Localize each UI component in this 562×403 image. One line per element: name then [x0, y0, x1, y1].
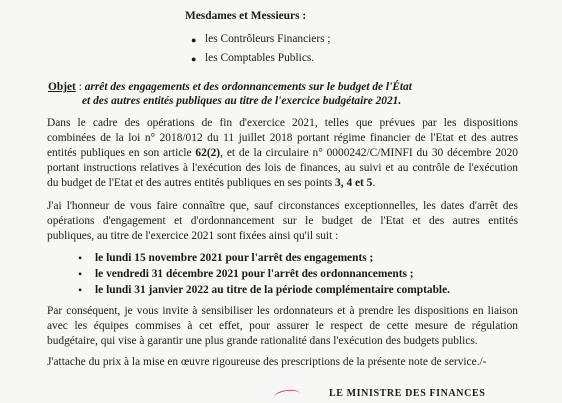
bullet-icon: ●	[191, 54, 197, 64]
salutation: Mesdames et Messieurs :	[185, 10, 307, 22]
paragraph-line: portant instructions relatives à l'exécution des lois de finances, au suivi et au contrôle de l'exécution	[47, 162, 518, 174]
deadline-text: le vendredi 31 décembre 2021 pour l'arrêt des ordonnancements ;	[95, 268, 414, 280]
paragraph-line: Par conséquent, je vous invite à sensibiliser les ordonnateurs et à prendre les dispositions en liaison	[47, 305, 518, 317]
points-reference: 3, 4 et 5	[335, 177, 373, 189]
paragraph-line: combinées de la loi n° 2018/012 du 11 juillet 2018 portant régime financier de l'Etat et des autres	[47, 132, 518, 144]
paragraph-line: J'ai l'honneur de vous faire connaître que, sauf circonstances exceptionnelles, les dates d'arrêt des	[47, 200, 518, 212]
bullet-icon: •	[78, 283, 83, 297]
deadline-text: le lundi 15 novembre 2021 pour l'arrêt des engagements ;	[95, 252, 374, 264]
article-reference: 62(2)	[195, 147, 221, 159]
objet-line-2: et des autres entités publiques au titre de l'exercice budgétaire 2021.	[82, 95, 402, 107]
recipient-text: les Comptables Publics.	[205, 52, 315, 64]
bullet-icon: ●	[191, 35, 197, 45]
paragraph-line: Dans le cadre des opérations de fin d'exercice 2021, telles que prévues par les dispositions	[47, 117, 518, 129]
objet-colon: :	[75, 81, 85, 93]
objet-label: Objet	[48, 81, 76, 93]
bullet-icon: •	[78, 251, 83, 265]
stamp-mark-icon	[273, 388, 300, 403]
paragraph-line: budgétaire, qui vise à garantir une plus grande rationalité dans l'exécution des budgets publics.	[47, 335, 478, 347]
closing-line: J'attache du prix à la mise en œuvre rigoureuse des prescriptions de la présente note de service./-	[47, 356, 487, 368]
paragraph-line: avec les équipes commises à cet effet, pour assurer le respect de cette mesure de régulation	[47, 320, 518, 332]
paragraph-line: opérations d'engagement et d'ordonnancement sur le budget de l'Etat et des autres entités	[47, 215, 518, 227]
objet-line-1	[48, 81, 412, 93]
objet-text-1: arrêt des engagements et des ordonnancements sur le budget de l'État	[84, 81, 412, 93]
paragraph-line: publiques, au titre de l'exercice 2021 sont fixées ainsi qu'il suit :	[47, 230, 339, 242]
bullet-icon: •	[78, 267, 83, 281]
paragraph-line: du budget de l'Etat et des autres entités publiques en ses points 3, 4 et 5.	[47, 177, 376, 189]
deadline-text: le lundi 31 janvier 2022 au titre de la période complémentaire comptable.	[95, 284, 450, 296]
recipient-text: les Contrôleurs Financiers ;	[205, 33, 331, 45]
paragraph-line: entités publiques en son article 62(2), et de la circulaire n° 0000242/C/MINFI du 30 décembre 2020	[47, 147, 518, 159]
signature-header: LE MINISTRE DES FINANCES	[329, 388, 486, 399]
